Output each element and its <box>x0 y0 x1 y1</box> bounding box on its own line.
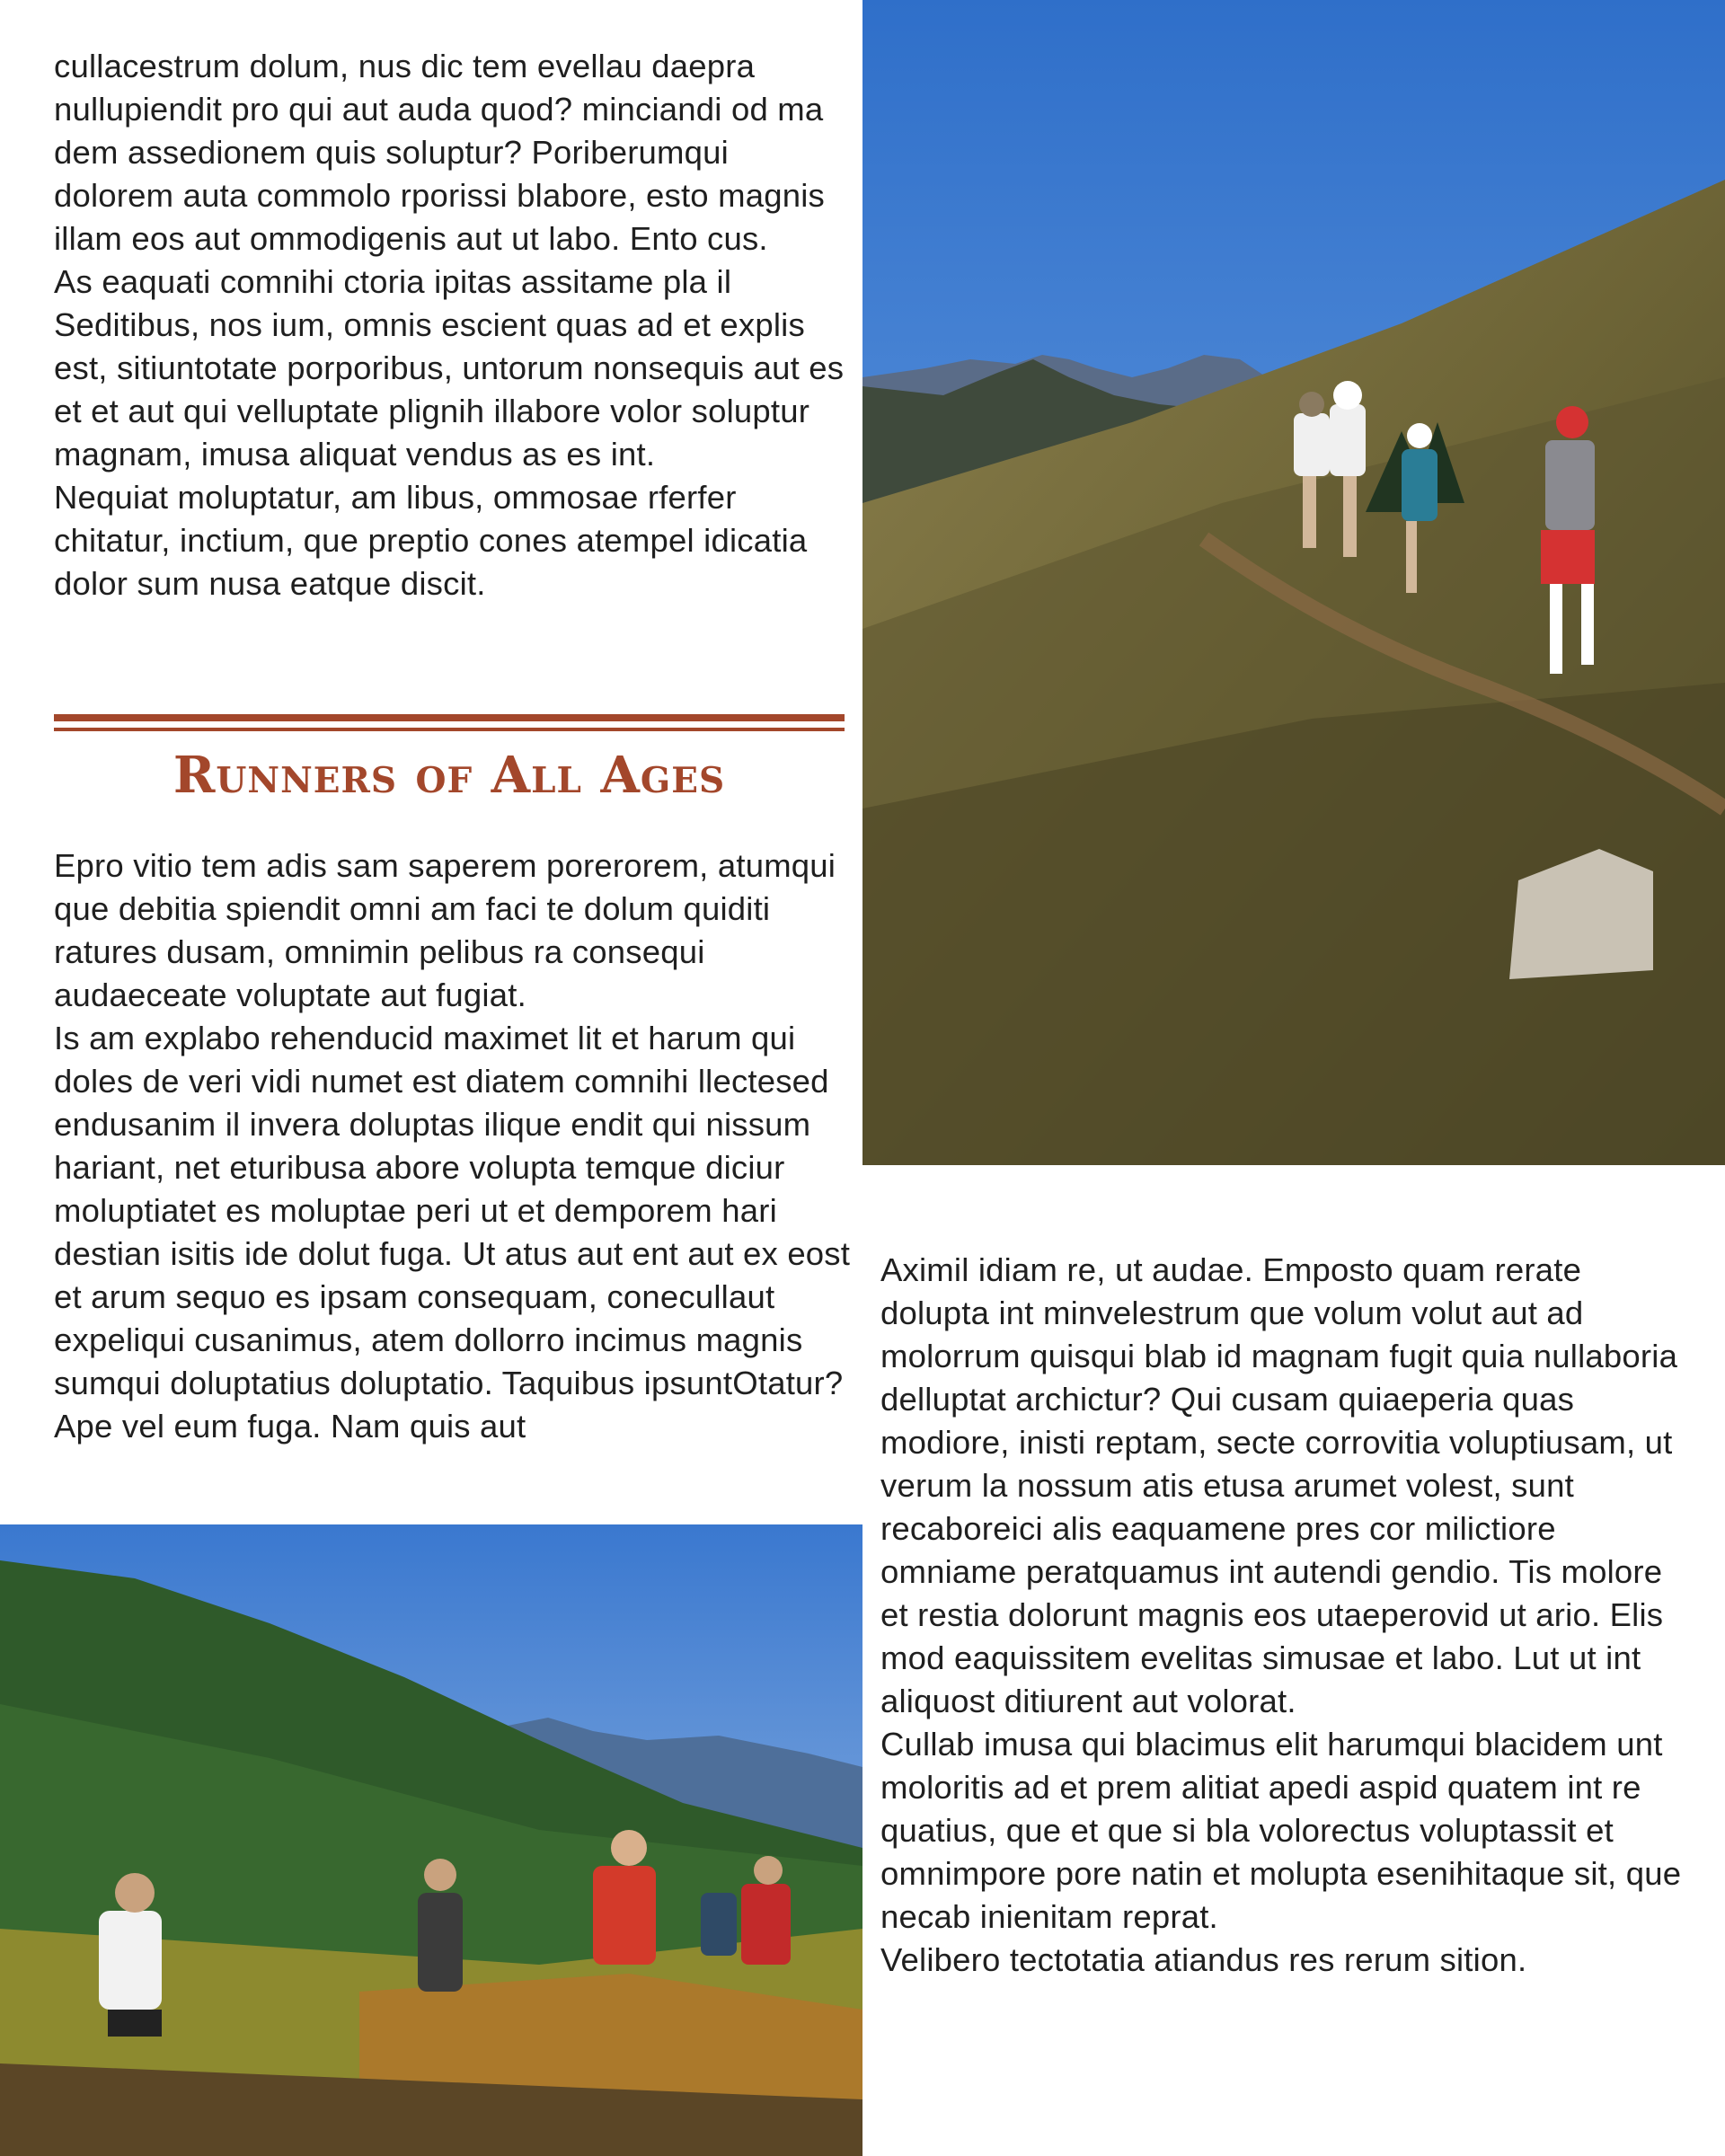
paragraph: Is am explabo rehenducid maximet lit et harum qui doles de veri vidi numet est diatem comnihi llectesed endusanim il invera doluptas ilique endit qui nissum hariant, net eturibusa abore volupta temque diciur moluptiatet es moluptae peri ut et demporem hari destian isitis ide dolut fuga. Ut atus aut ent aut ex eost et arum sequo es ipsam consequam, conecullaut expeliqui cusanimus, atem dollorro incimus magnis sumqui doluptatius doluptatio. Taquibus ipsuntOtatur? Ape vel eum fuga. Nam quis aut <box>54 1020 851 1445</box>
paragraph: Velibero tectotatia atiandus res rerum sition. <box>880 1941 1527 1978</box>
right-text-column <box>880 1249 1689 1982</box>
photo-ridge-runners <box>862 0 1725 1165</box>
paragraph: Nequiat moluptatur, am libus, ommosae rferfer chitatur, inctium, que preptio cones atempel idicatia dolor sum nusa eatque discit. <box>54 479 808 602</box>
section-divider-thin <box>54 728 845 731</box>
trail-illustration <box>0 1524 862 2156</box>
paragraph: Epro vitio tem adis sam saperem porerorem, atumqui que debitia spiendit omni am faci te dolum quiditi ratures dusam, omnimin pelibus ra consequi audaeceate voluptate aut fugiat. <box>54 847 836 1013</box>
paragraph: cullacestrum dolum, nus dic tem evellau daepra nullupiendit pro qui aut auda quod? minciandi od ma dem assedionem quis soluptur? Poriberumqui dolorem auta commolo rporissi blabore, esto magnis illam eos aut ommodigenis aut ut labo. Ento cus. <box>54 48 826 257</box>
mid-text-column <box>54 844 854 1448</box>
section-divider-thick <box>54 714 845 721</box>
paragraph: As eaquati comnihi ctoria ipitas assitame pla il Seditibus, nos ium, omnis escient quas ad et explis est, sitiuntotate porporibus, untorum nonsequis aut es et et aut qui velluptate plignih illabore volor soluptur magnam, imusa aliquat vendus as es int. <box>54 263 845 473</box>
paragraph: Aximil idiam re, ut audae. Emposto quam rerate dolupta int minvelestrum que volum volut aut ad molorrum quisqui blab id magnam fugit quia nullaboria delluptat archictur? Qui cusam quiaeperia quas modiore, inisti reptam, secte corrovitia voluptiusam, ut verum la nossum atis etusa arumet volest, sunt recaboreici alis eaquamene pres cor milictiore omniame peratquamus int autendi gendio. Tis molore et restia dolorunt magnis eos utaeperovid ut ario. Elis mod eaquissitem evelitas simusae et labo. Lut ut int aliquost ditiurent aut volorat. <box>880 1251 1678 1719</box>
photo-trail-runners <box>0 1524 862 2156</box>
paragraph: Cullab imusa qui blacimus elit harumqui blacidem unt moloritis ad et prem alitiat apedi aspid quatem int re quatius, que et que si bla volorectus voluptassit et omnimpore pore natin et molupta esenihitaque sit, que necab inienitam reprat. <box>880 1726 1682 1935</box>
section-heading: Runners of All Ages <box>172 746 726 805</box>
top-text-column <box>54 45 854 605</box>
ridge-illustration <box>862 0 1725 1165</box>
